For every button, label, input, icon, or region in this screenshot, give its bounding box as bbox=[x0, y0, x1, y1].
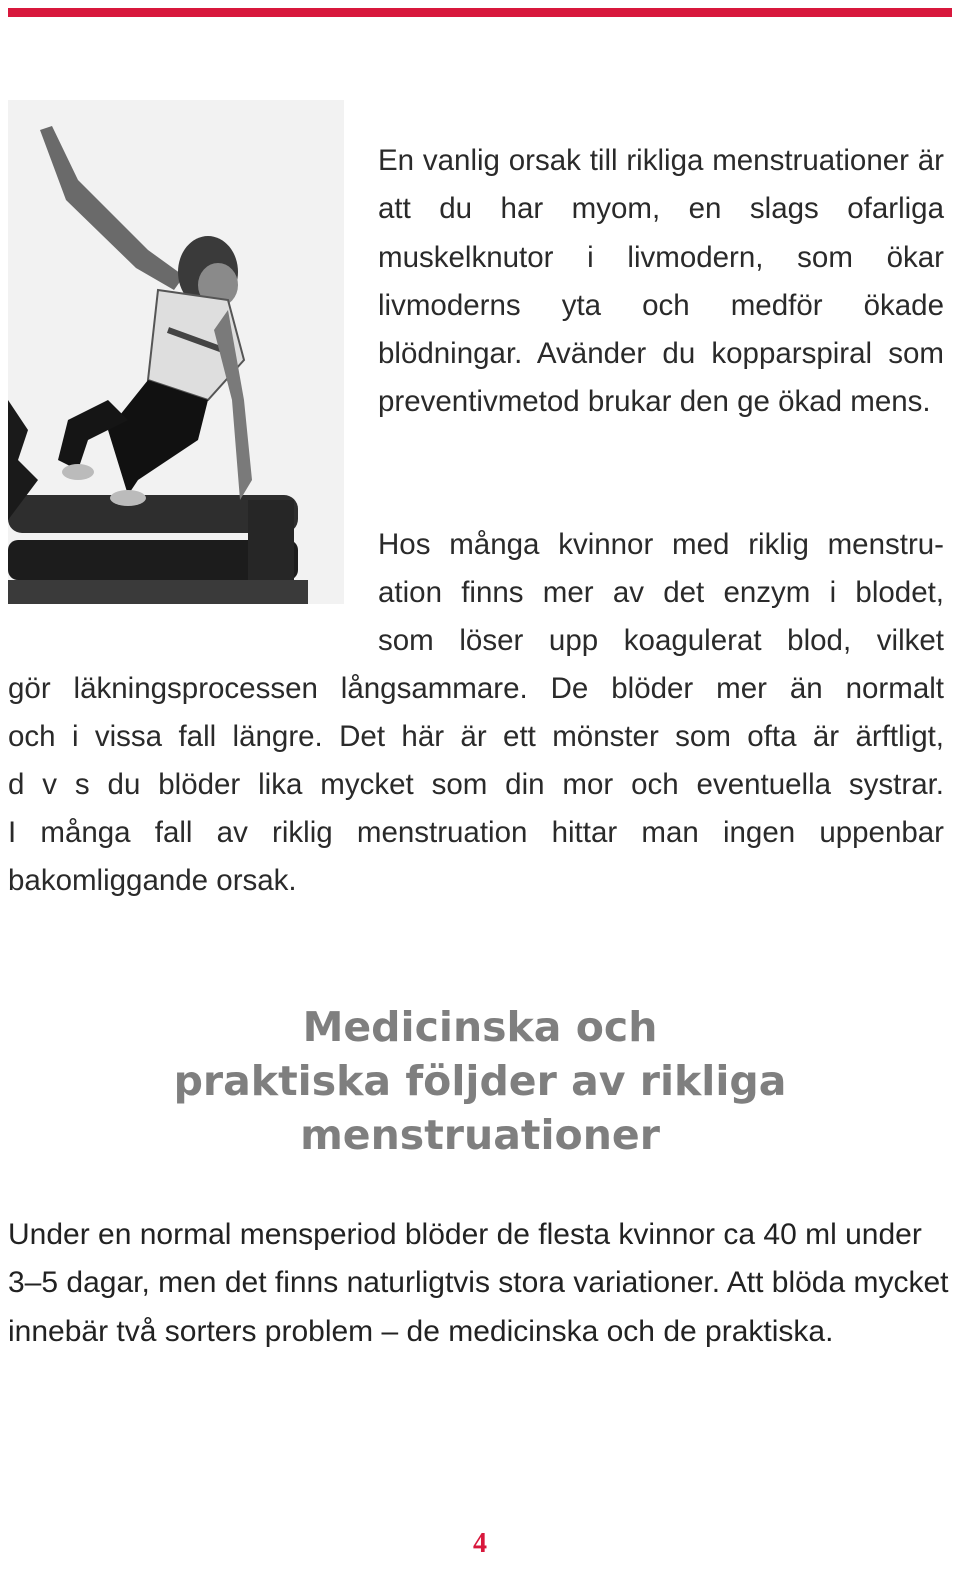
section-heading-line-3: menstruationer bbox=[300, 1111, 660, 1159]
section-heading bbox=[0, 1000, 960, 1162]
page-number: 4 bbox=[473, 1528, 487, 1559]
paragraph-2-line-2: ation finns mer av det enzym i blodet, bbox=[378, 576, 944, 609]
paragraph-3: Under en normal mensperiod blöder de flesta kvinnor ca 40 ml under 3–5 dagar, men det finns naturligtvis stora variationer. Att blöda mycket innebär två sorters problem – de medicinska och de praktiska. bbox=[8, 1218, 949, 1348]
paragraph-2-line-8: bakomliggande orsak. bbox=[8, 864, 297, 897]
paragraph-2-line-4: gör läkningsprocessen långsammare. De blöder mer än normalt bbox=[8, 672, 944, 705]
paragraph-2-line-3: som löser upp koagulerat blod, vilket bbox=[378, 624, 944, 657]
top-rule bbox=[8, 8, 952, 17]
woman-jumping-photo bbox=[8, 100, 344, 604]
paragraph-1: En vanlig orsak till rikliga menstruationer är att du har myom, en slags ofarliga muskelknutor i livmodern, som ökar livmoderns yta och medför ökade blödningar. Avänder du kopparspiral som preventivmetod brukar den ge ökad mens. bbox=[378, 144, 944, 419]
paragraph-2-line-6: d v s du blöder lika mycket som din mor och eventuella systrar. bbox=[8, 768, 944, 801]
paragraph-2-line-7: I många fall av riklig menstruation hittar man ingen uppenbar bbox=[8, 816, 944, 849]
paragraph-2-line-1: Hos många kvinnor med riklig menstru- bbox=[378, 528, 944, 561]
section-heading-line-2: praktiska följder av rikliga bbox=[173, 1057, 787, 1105]
section-heading-line-1: Medicinska och bbox=[302, 1003, 658, 1051]
paragraph-2-line-5: och i vissa fall längre. Det här är ett mönster som ofta är ärftligt, bbox=[8, 720, 944, 753]
